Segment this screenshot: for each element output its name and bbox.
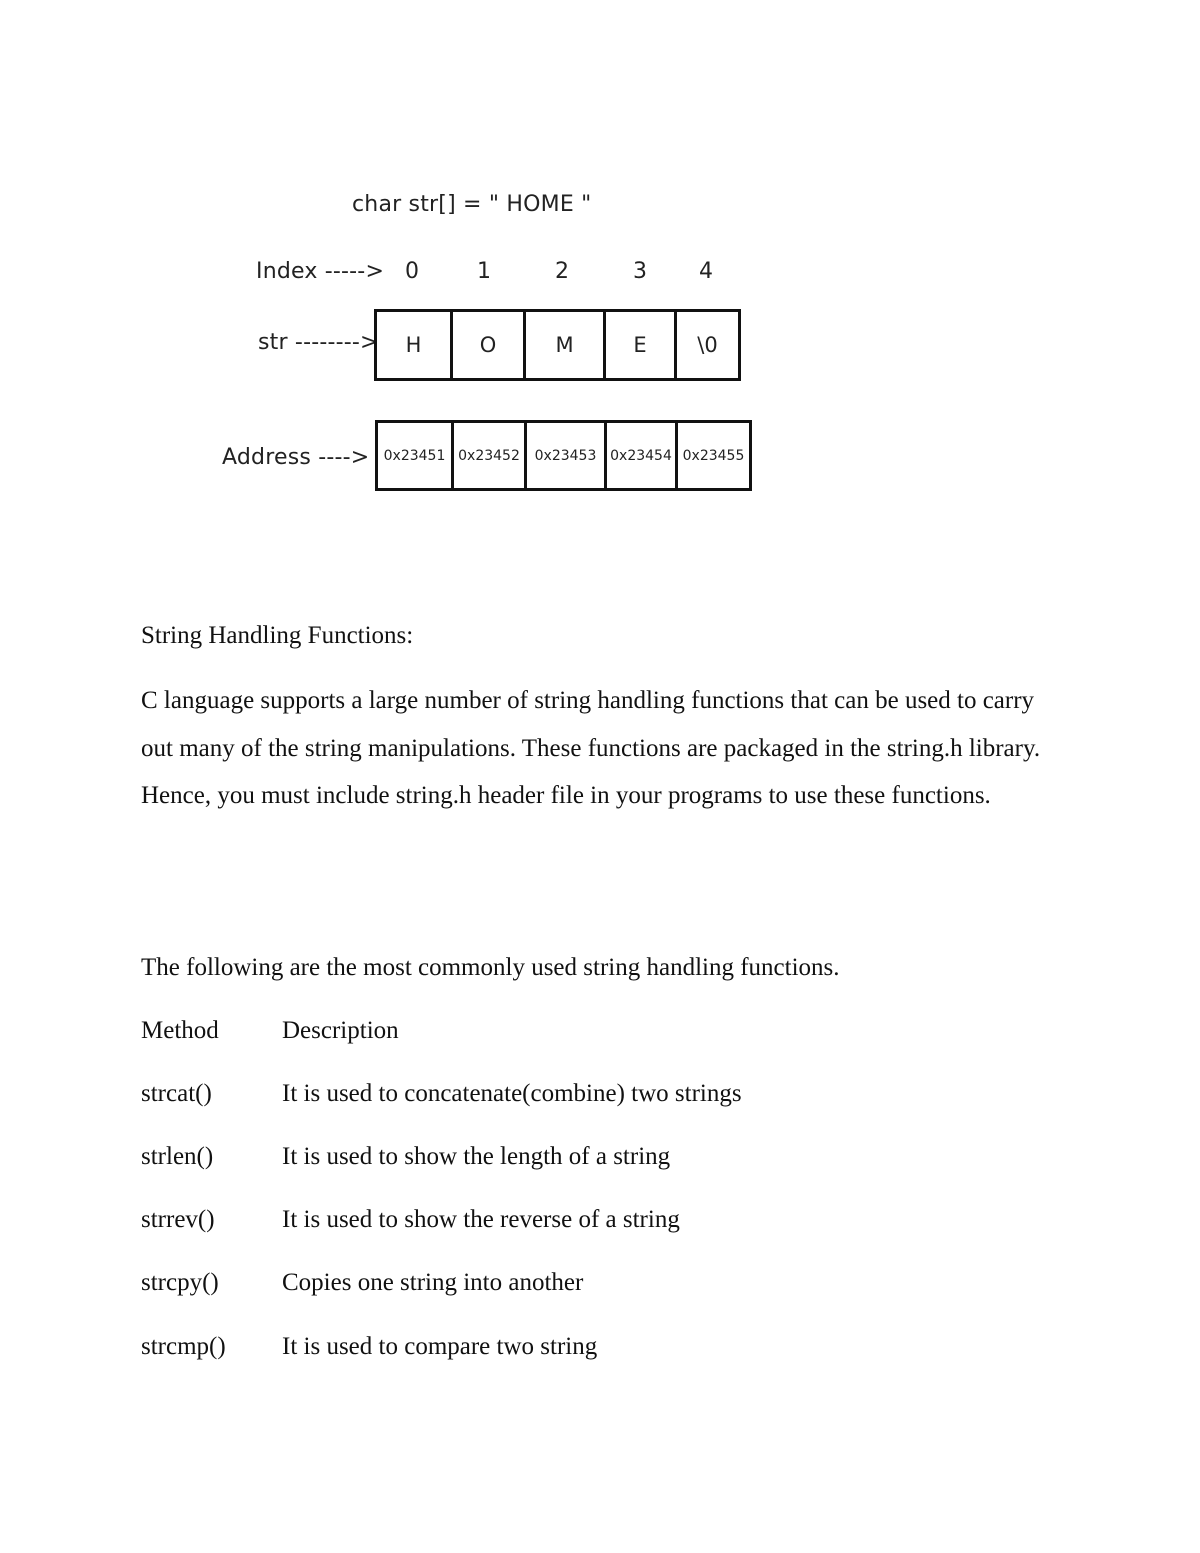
column-header-description: Description	[282, 1017, 399, 1044]
address-label: Address ---->	[222, 445, 370, 470]
index-label: Index ----->	[256, 259, 385, 284]
intro-paragraph: C language supports a large number of string handling functions that can be used to carry out many of the string manipulations. These functions are packaged in the string.h library. Hence, you must include string.h header file in your programs to use these functions.	[141, 687, 1041, 809]
declaration-text: char str[] = " HOME "	[352, 192, 592, 217]
method-description: It is used to show the length of a string	[282, 1143, 671, 1170]
method-name: strcat()	[141, 1080, 212, 1107]
method-description: Copies one string into another	[282, 1269, 584, 1296]
method-description: It is used to show the reverse of a string	[282, 1206, 680, 1233]
address-cell: 0x23454	[607, 423, 678, 488]
column-header-method: Method	[141, 1017, 219, 1044]
index-value: 2	[555, 259, 569, 284]
str-label: str -------->	[258, 330, 379, 355]
method-name: strrev()	[141, 1206, 215, 1233]
method-name: strlen()	[141, 1143, 214, 1170]
char-array-row	[374, 309, 741, 381]
address-cell: 0x23452	[454, 423, 527, 488]
method-name: strcmp()	[141, 1333, 226, 1360]
section-heading: String Handling Functions:	[141, 622, 414, 649]
method-description: It is used to concatenate(combine) two strings	[282, 1080, 742, 1107]
method-name: strcpy()	[141, 1269, 219, 1296]
char-cell: H	[377, 312, 453, 378]
index-value: 1	[477, 259, 491, 284]
char-cell: M	[526, 312, 606, 378]
index-value: 3	[633, 259, 647, 284]
address-cell: 0x23453	[527, 423, 607, 488]
address-cell: 0x23455	[682, 447, 745, 464]
index-value: 0	[405, 259, 419, 284]
functions-intro: The following are the most commonly used string handling functions.	[141, 954, 840, 981]
index-value: 4	[699, 259, 713, 284]
char-cell: E	[606, 312, 677, 378]
char-cell: O	[453, 312, 526, 378]
method-description: It is used to compare two string	[282, 1333, 598, 1360]
address-cell: 0x23451	[378, 423, 454, 488]
address-row	[375, 420, 752, 491]
char-cell: \0	[697, 333, 718, 357]
